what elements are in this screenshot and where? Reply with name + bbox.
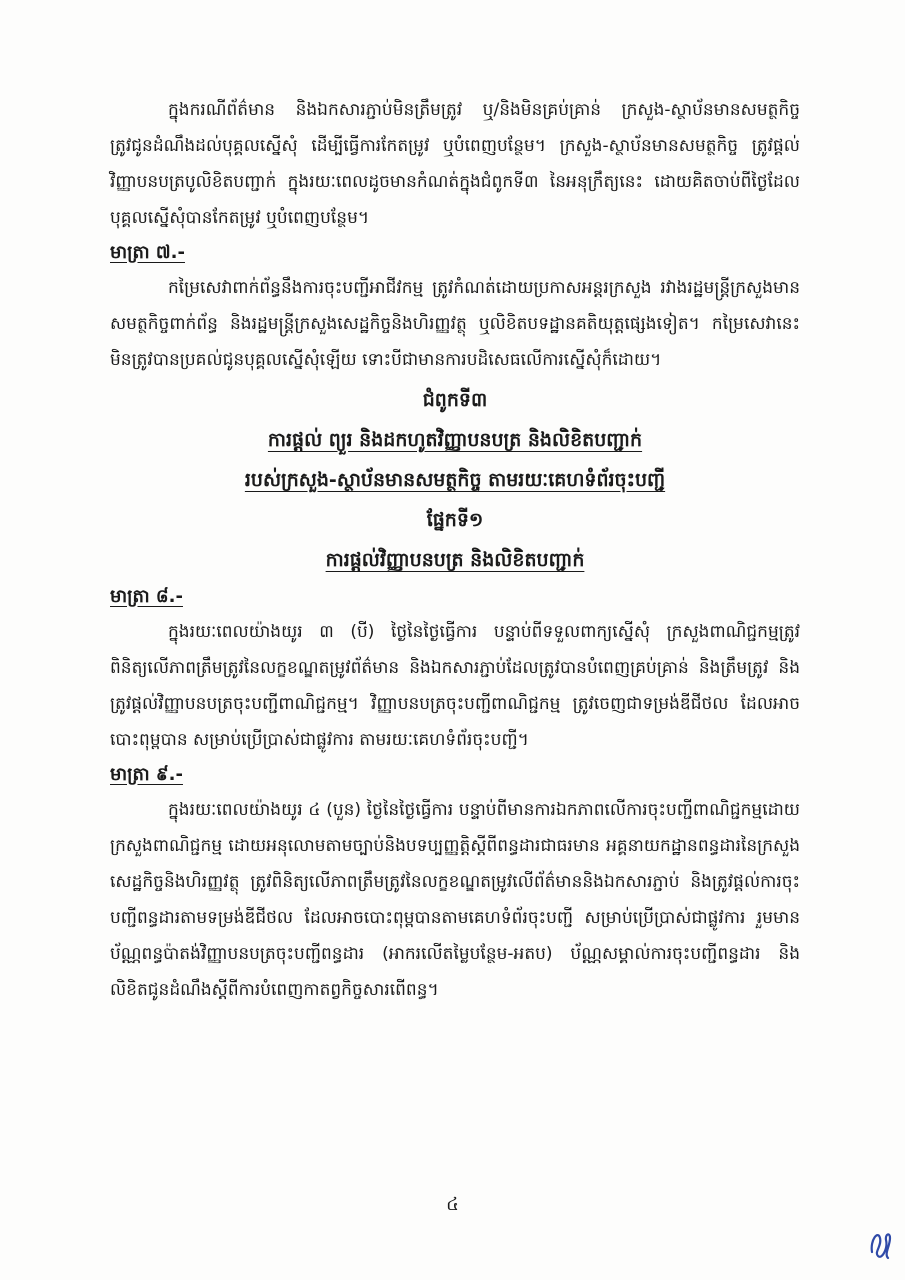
chapter-number: ជំពូកទី៣: [422, 389, 488, 411]
chapter-3-heading: [110, 380, 800, 580]
chapter-title-line-1: ការផ្តល់ ព្យួរ និងដកហូតវិញ្ញាបនបត្រ និងលិខិតបញ្ជាក់: [267, 429, 643, 451]
paragraph-correction-notice: ក្នុងករណីព័ត៌មាន និងឯកសារភ្ជាប់មិនត្រឹមត្រូវ ឬ/និងមិនគ្រប់គ្រាន់ ក្រសួង-ស្ថាប័នមានសមត្ថកិច្ច ត្រូវជូនដំណឹងដល់បុគ្គលស្នើសុំ ដើម្បីធ្វើការកែតម្រូវ ឬបំពេញបន្ថែម។ ក្រសួង-ស្ថាប័នមានសមត្ថកិច្ច ត្រូវផ្តល់វិញ្ញាបនបត្របូលិខិតបញ្ជាក់ ក្នុងរយៈពេលដូចមានកំណត់ក្នុងជំពូកទី៣ នៃអនុក្រឹត្យនេះ ដោយគិតចាប់ពីថ្ងៃដែលបុគ្គលស្នើសុំបានកែតម្រូវ ឬបំពេញបន្ថែម។: [110, 100, 800, 228]
article-9-text: ក្នុងរយៈពេលយ៉ាងយូរ ៤ (បួន) ថ្ងៃនៃថ្ងៃធ្វើការ បន្ទាប់ពីមានការឯកភាពលើការចុះបញ្ជីពាណិជ្ជកម្មដោយក្រសួងពាណិជ្ជកម្ម ដោយអនុលោមតាមច្បាប់និងបទប្បញ្ញត្តិស្តីពីពន្ធដារជាធរមាន អគ្គនាយកដ្ឋានពន្ធដារនៃក្រសួងសេដ្ឋកិច្ចនិងហិរញ្ញវត្ថុ ត្រូវពិនិត្យលើភាពត្រឹមត្រូវនៃលក្ខខណ្ឌតម្រូវលើព័ត៌មាននិងឯកសារភ្ជាប់ និងត្រូវផ្តល់ការចុះបញ្ជីពន្ធដារតាមទម្រង់ឌីជីថល ដែលអាចបោះពុម្ពបានតាមគេហទំព័រចុះបញ្ជី សម្រាប់ប្រើប្រាស់ជាផ្លូវការ រួមមាន ប័ណ្ណពន្ធប៉ាតង់វិញ្ញាបនបត្រចុះបញ្ជីពន្ធដារ (អាករលើតម្លៃបន្ថែម-អតប) ប័ណ្ណសម្គាល់ការចុះបញ្ជីពន្ធដារ និងលិខិតជូនដំណឹងស្តីពីការបំពេញកាតព្វកិច្ចសារពើពន្ធ។: [110, 800, 800, 1000]
article-9-heading: មាត្រា ៩.-: [110, 764, 183, 785]
article-7-text: កម្រៃសេវាពាក់ព័ន្ធនឹងការចុះបញ្ជីអាជីវកម្ម ត្រូវកំណត់ដោយប្រកាសអន្តរក្រសួង រវាងរដ្ឋមន្ត្រីក្រសួងមានសមត្ថកិច្ចពាក់ព័ន្ធ និងរដ្ឋមន្ត្រីក្រសួងសេដ្ឋកិច្ចនិងហិរញ្ញវត្ថុ ឬលិខិតបទដ្ឋានគតិយុត្តផ្សេងទៀត។ កម្រៃសេវានេះ មិនត្រូវបានប្រគល់ជូនបុគ្គលស្នើសុំឡើយ ទោះបីជាមានការបដិសេធលើការស្នើសុំក៏ដោយ។: [110, 278, 800, 370]
article-8-text: ក្នុងរយៈពេលយ៉ាងយូរ ៣ (បី) ថ្ងៃនៃថ្ងៃធ្វើការ បន្ទាប់ពីទទួលពាក្យស្នើសុំ ក្រសួងពាណិជ្ជកម្មត្រូវពិនិត្យលើភាពត្រឹមត្រូវនៃលក្ខខណ្ឌតម្រូវព័ត៌មាន និងឯកសារភ្ជាប់ដែលត្រូវបានបំពេញគ្រប់គ្រាន់ និងត្រឹមត្រូវ និងត្រូវផ្តល់វិញ្ញាបនបត្រចុះបញ្ជីពាណិជ្ជកម្ម។ វិញ្ញាបនបត្រចុះបញ្ជីពាណិជ្ជកម្ម ត្រូវចេញជាទម្រង់ឌីជីថល ដែលអាចបោះពុម្ពបាន សម្រាប់ប្រើប្រាស់ជាផ្លូវការ តាមរយៈគេហទំព័រចុះបញ្ជី។: [110, 622, 800, 750]
chapter-title-line-2: របស់ក្រសួង-ស្ថាប័នមានសមត្ថកិច្ច តាមរយៈគេហទំព័រចុះបញ្ជី: [244, 469, 666, 491]
page-content: [110, 92, 800, 1008]
article-8-heading: មាត្រា ៨.-: [110, 586, 183, 607]
handwritten-initials-icon: [866, 1222, 894, 1262]
page-number: ៤: [446, 1194, 459, 1215]
article-7-heading: មាត្រា ៧.-: [110, 242, 185, 263]
section-title: ការផ្តល់វិញ្ញាបនបត្រ និងលិខិតបញ្ជាក់: [325, 549, 585, 571]
section-number: ផ្នែកទី១: [426, 509, 484, 531]
